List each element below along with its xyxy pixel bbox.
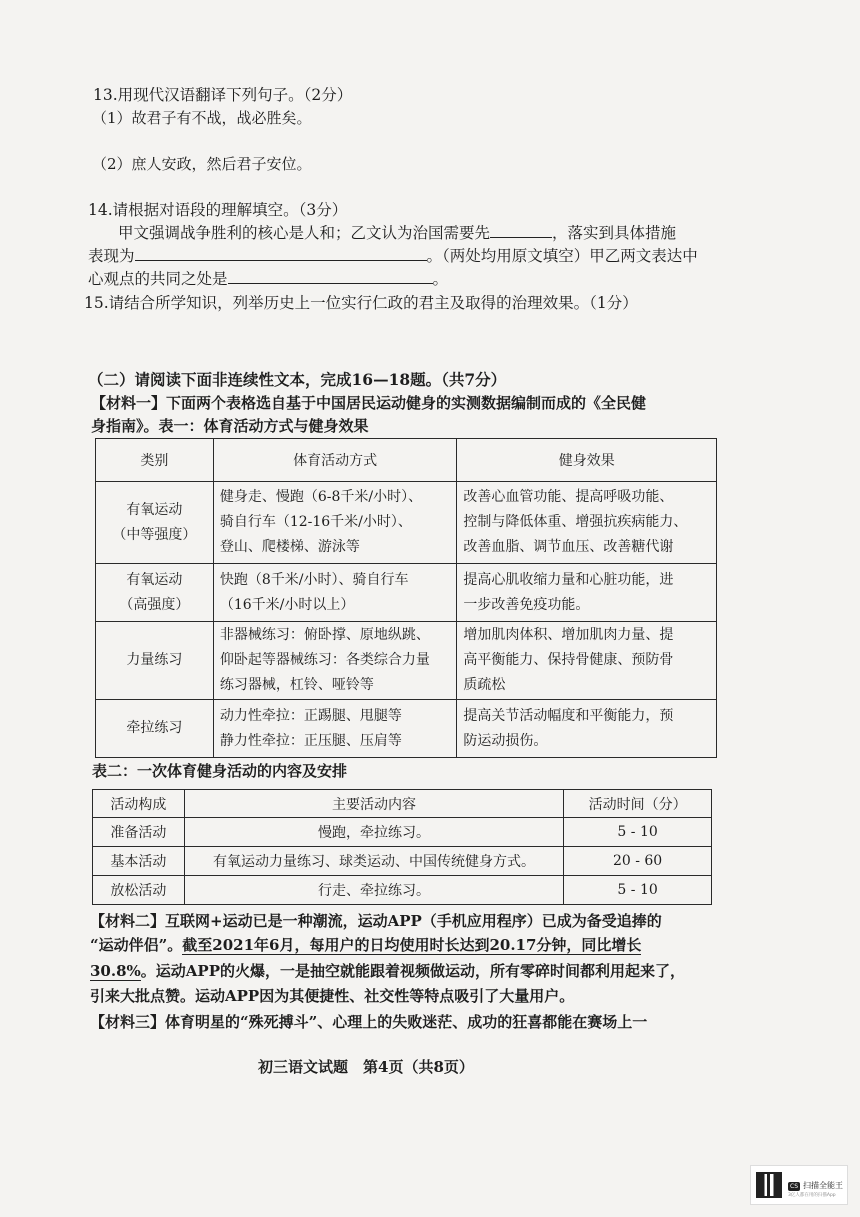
effect-cell: 增加肌肉体积、增加肌肉力量、提 高平衡能力、保持骨健康、预防骨 质疏松 — [457, 622, 717, 700]
scanner-badge — [750, 1165, 848, 1205]
material-1-line-1: 【材料一】下面两个表格选自基于中国居民运动健身的实测数据编制而成的《全民健 — [91, 394, 647, 412]
category-cell: 有氧运动 （高强度） — [96, 564, 214, 622]
table-header: 健身效果 — [457, 439, 717, 482]
q14-line1-end: ，落实到具体措施 — [552, 224, 677, 242]
question-14-line-3 — [88, 268, 448, 290]
m2-quote: “运动伴侣”。 — [90, 936, 183, 954]
material-2-line-2 — [90, 934, 641, 956]
effect-cell: 提高心肌收缩力量和心脏功能，进 一步改善免疫功能。 — [457, 564, 717, 622]
question-14-title: 14.请根据对语段的理解填空。（3分） — [88, 201, 348, 219]
activity-cell: 非器械练习：俯卧撑、原地纵跳、 仰卧起等器械练习：各类综合力量 练习器械，杠铃、哑铃等 — [213, 622, 457, 700]
m2-underlined-stat: 截至2021年6月，每用户的日均使用时长达到20.17分钟，同比增长 — [182, 936, 642, 954]
activity-cell: 快跑（8千米/小时）、骑自行车 （16千米/小时以上） — [213, 564, 457, 622]
table-cell: 有氧运动力量练习、球类运动、中国传统健身方式。 — [184, 847, 563, 876]
table-cell: 慢跑，牵拉练习。 — [184, 818, 563, 847]
material-1-line-2: 身指南》。表一：体育活动方式与健身效果 — [91, 417, 369, 435]
table-header: 活动时间（分） — [564, 790, 712, 818]
question-13-title: 13.用现代汉语翻译下列句子。（2分） — [93, 86, 353, 104]
table-header-row — [93, 790, 712, 818]
table-row — [93, 818, 712, 847]
badge-text — [788, 1173, 843, 1198]
material-2-line-1: 【材料二】互联网+运动已是一种潮流，运动APP（手机应用程序）已成为备受追捧的 — [90, 912, 662, 930]
question-14-line-2 — [88, 245, 698, 267]
table-row — [96, 622, 717, 700]
table-header-row — [96, 439, 717, 482]
table-header: 主要活动内容 — [184, 790, 563, 818]
activity-cell: 动力性牵拉：正踢腿、甩腿等 静力性牵拉：正压腿、压肩等 — [213, 700, 457, 758]
table-cell: 5 - 10 — [564, 876, 712, 905]
effect-cell: 改善心血管功能、提高呼吸功能、 控制与降低体重、增强抗疾病能力、 改善血脂、调节血压、改善糖代谢 — [457, 482, 717, 564]
table-row — [96, 564, 717, 622]
question-13-sentence-1: （1）故君子有不战，战必胜矣。 — [92, 109, 312, 127]
table-row — [93, 847, 712, 876]
table-row — [93, 876, 712, 905]
table-header: 活动构成 — [93, 790, 185, 818]
question-13-sentence-2: （2）庶人安政，然后君子安位。 — [92, 155, 312, 173]
table-cell: 准备活动 — [93, 818, 185, 847]
q14-line3-end: 。 — [432, 270, 449, 288]
table-row — [96, 700, 717, 758]
category-cell: 力量练习 — [96, 622, 214, 700]
qr-code-icon — [756, 1172, 782, 1198]
answer-blank[interactable] — [135, 246, 427, 261]
cs-logo: CS — [790, 1182, 798, 1190]
table-cell: 20 - 60 — [564, 847, 712, 876]
category-cell: 牵拉练习 — [96, 700, 214, 758]
q14-line2-start: 表现为 — [88, 247, 135, 265]
material-2-line-3 — [90, 960, 685, 982]
table-cell: 5 - 10 — [564, 818, 712, 847]
answer-blank[interactable] — [228, 269, 433, 284]
section-2-title: （二）请阅读下面非连续性文本，完成16—18题。（共7分） — [88, 370, 507, 389]
table-header: 体育活动方式 — [213, 439, 457, 482]
answer-blank[interactable] — [490, 223, 552, 238]
q14-line3-start: 心观点的共同之处是 — [88, 270, 228, 288]
material-2-line-4: 引来大批点赞。运动APP因为其便捷性、社交性等特点吸引了大量用户。 — [90, 987, 575, 1005]
m2-line3-text: 。运动APP的火爆，一是抽空就能跟着视频做运动，所有零碎时间都利用起来了， — [140, 962, 685, 980]
material-3-line-1: 【材料三】体育明星的“殊死搏斗”、心理上的失败迷茫、成功的狂喜都能在赛场上一 — [90, 1013, 648, 1031]
q14-line1-text: 甲文强调战争胜利的核心是人和；乙文认为治国需要先 — [118, 224, 491, 242]
effect-cell: 提高关节活动幅度和平衡能力，预 防运动损伤。 — [457, 700, 717, 758]
table-cell: 行走、牵拉练习。 — [184, 876, 563, 905]
category-cell: 有氧运动 （中等强度） — [96, 482, 214, 564]
table-2-caption: 表二：一次体育健身活动的内容及安排 — [92, 762, 348, 780]
table-row — [96, 482, 717, 564]
m2-underlined-percent: 30.8% — [90, 962, 141, 980]
fitness-effects-table — [95, 438, 717, 758]
table-cell: 放松活动 — [93, 876, 185, 905]
table-header: 类别 — [96, 439, 214, 482]
badge-subtitle: 3亿人都在用的扫描App — [788, 1192, 836, 1198]
activity-cell: 健身走、慢跑（6-8千米/小时）、 骑自行车（12-16千米/小时）、 登山、爬楼梯、游泳等 — [213, 482, 457, 564]
activity-schedule-table — [92, 789, 712, 905]
question-15-title: 15.请结合所学知识，列举历史上一位实行仁政的君主及取得的治理效果。（1分） — [84, 294, 638, 312]
page-footer: 初三语文试题 第4页（共8页） — [258, 1058, 474, 1076]
question-14-line-1 — [118, 222, 676, 244]
q14-line2-mid: 。（两处均用原文填空）甲乙两文表达中 — [426, 247, 698, 265]
table-cell: 基本活动 — [93, 847, 185, 876]
badge-title: 扫描全能王 — [803, 1180, 843, 1190]
